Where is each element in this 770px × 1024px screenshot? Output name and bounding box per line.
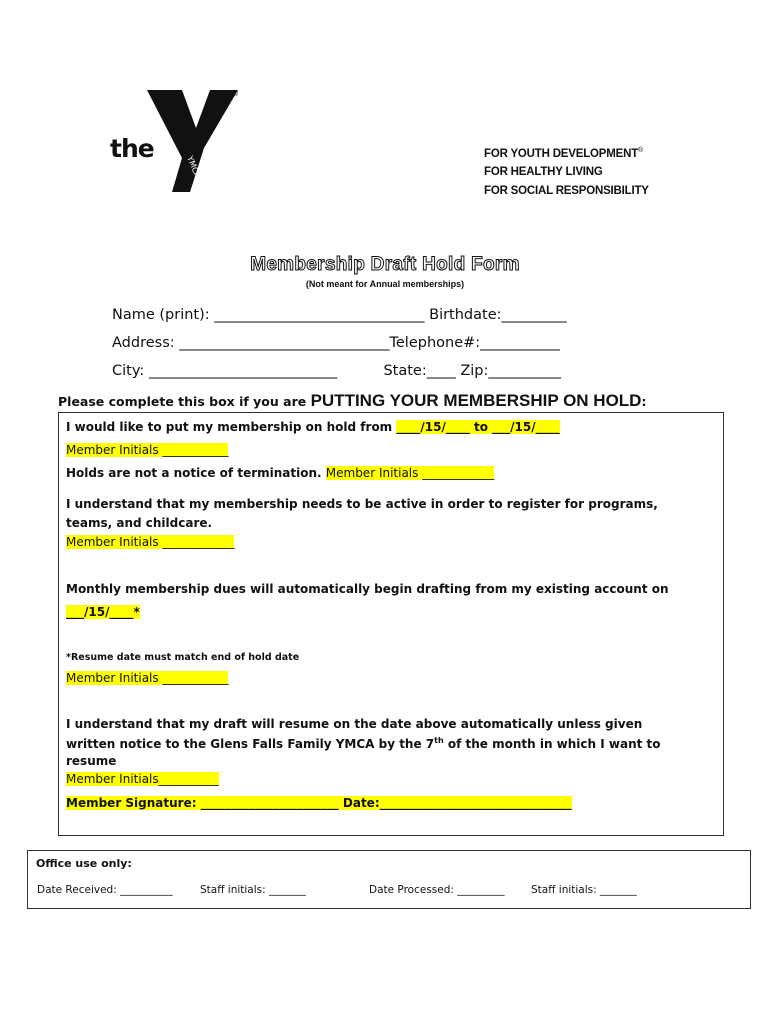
dues-text-line: Monthly membership dues will automatically begin drafting from my existing account on (66, 582, 669, 596)
active-text-line-2: teams, and childcare. (66, 516, 213, 530)
initials-field-5[interactable]: Member Initials__________ (66, 772, 219, 786)
address-telephone-line[interactable]: Address: _____________________________Telephone#:___________ (112, 335, 560, 351)
date-processed-field[interactable]: Date Processed: _________ (369, 884, 505, 896)
office-use-title: Office use only: (36, 857, 132, 870)
draft-text-line-1: I understand that my draft will resume on the date above automatically unless given (66, 717, 643, 731)
staff-initials-field-1[interactable]: Staff initials: _______ (200, 884, 306, 896)
tagline-social: FOR SOCIAL RESPONSIBILITY (484, 184, 649, 197)
office-use-box (27, 850, 751, 909)
form-subtitle: (Not meant for Annual memberships) (305, 279, 465, 289)
staff-initials-field-2[interactable]: Staff initials: _______ (531, 884, 637, 896)
name-birthdate-line[interactable]: Name (print): _____________________________ Birthdate:_________ (112, 307, 567, 323)
tagline-healthy: FOR HEALTHY LIVING (484, 166, 603, 179)
initials-field-1[interactable]: Member Initials ___________ (66, 443, 229, 457)
hold-box-heading: Please complete this box if you are PUTTING YOUR MEMBERSHIP ON HOLD: (58, 391, 647, 410)
initials-field-4[interactable]: Member Initials ___________ (66, 671, 229, 685)
form-title: Membership Draft Hold Form (250, 254, 520, 275)
date-received-field[interactable]: Date Received: __________ (37, 884, 173, 896)
registered-mark: ® (232, 90, 239, 98)
resume-note: *Resume date must match end of hold date (66, 652, 300, 663)
draft-text-line-3: resume (66, 754, 117, 768)
initials-field-2[interactable]: Member Initials ____________ (325, 466, 495, 480)
taglines (484, 142, 649, 200)
logo-word-the: the (110, 134, 154, 163)
resume-date-field[interactable]: ___/15/____* (66, 605, 140, 619)
initials-field-3[interactable]: Member Initials ____________ (66, 535, 235, 549)
draft-text-line-2: written notice to the Glens Falls Family YMCA by the 7th of the month in which I want to (66, 736, 661, 751)
signature-date-field[interactable]: Member Signature: _______________________ Date:________________________________ (66, 796, 572, 810)
ymca-y-mark (144, 88, 240, 192)
notice-line: Holds are not a notice of termination. Member Initials ____________ (66, 466, 495, 480)
hold-from-line: I would like to put my membership on hold from ____/15/____ to ___/15/____ (66, 420, 560, 434)
active-text-line-1: I understand that my membership needs to be active in order to register for programs, (66, 497, 658, 511)
city-state-zip-line[interactable]: City: __________________________ State:____ Zip:__________ (112, 363, 561, 379)
ymca-logo (110, 88, 250, 194)
tagline-youth: FOR YOUTH DEVELOPMENT® (484, 147, 644, 160)
hold-dates-field[interactable]: ____/15/____ to ___/15/____ (396, 420, 560, 434)
logo-ymca-text: YMCA (185, 154, 203, 180)
